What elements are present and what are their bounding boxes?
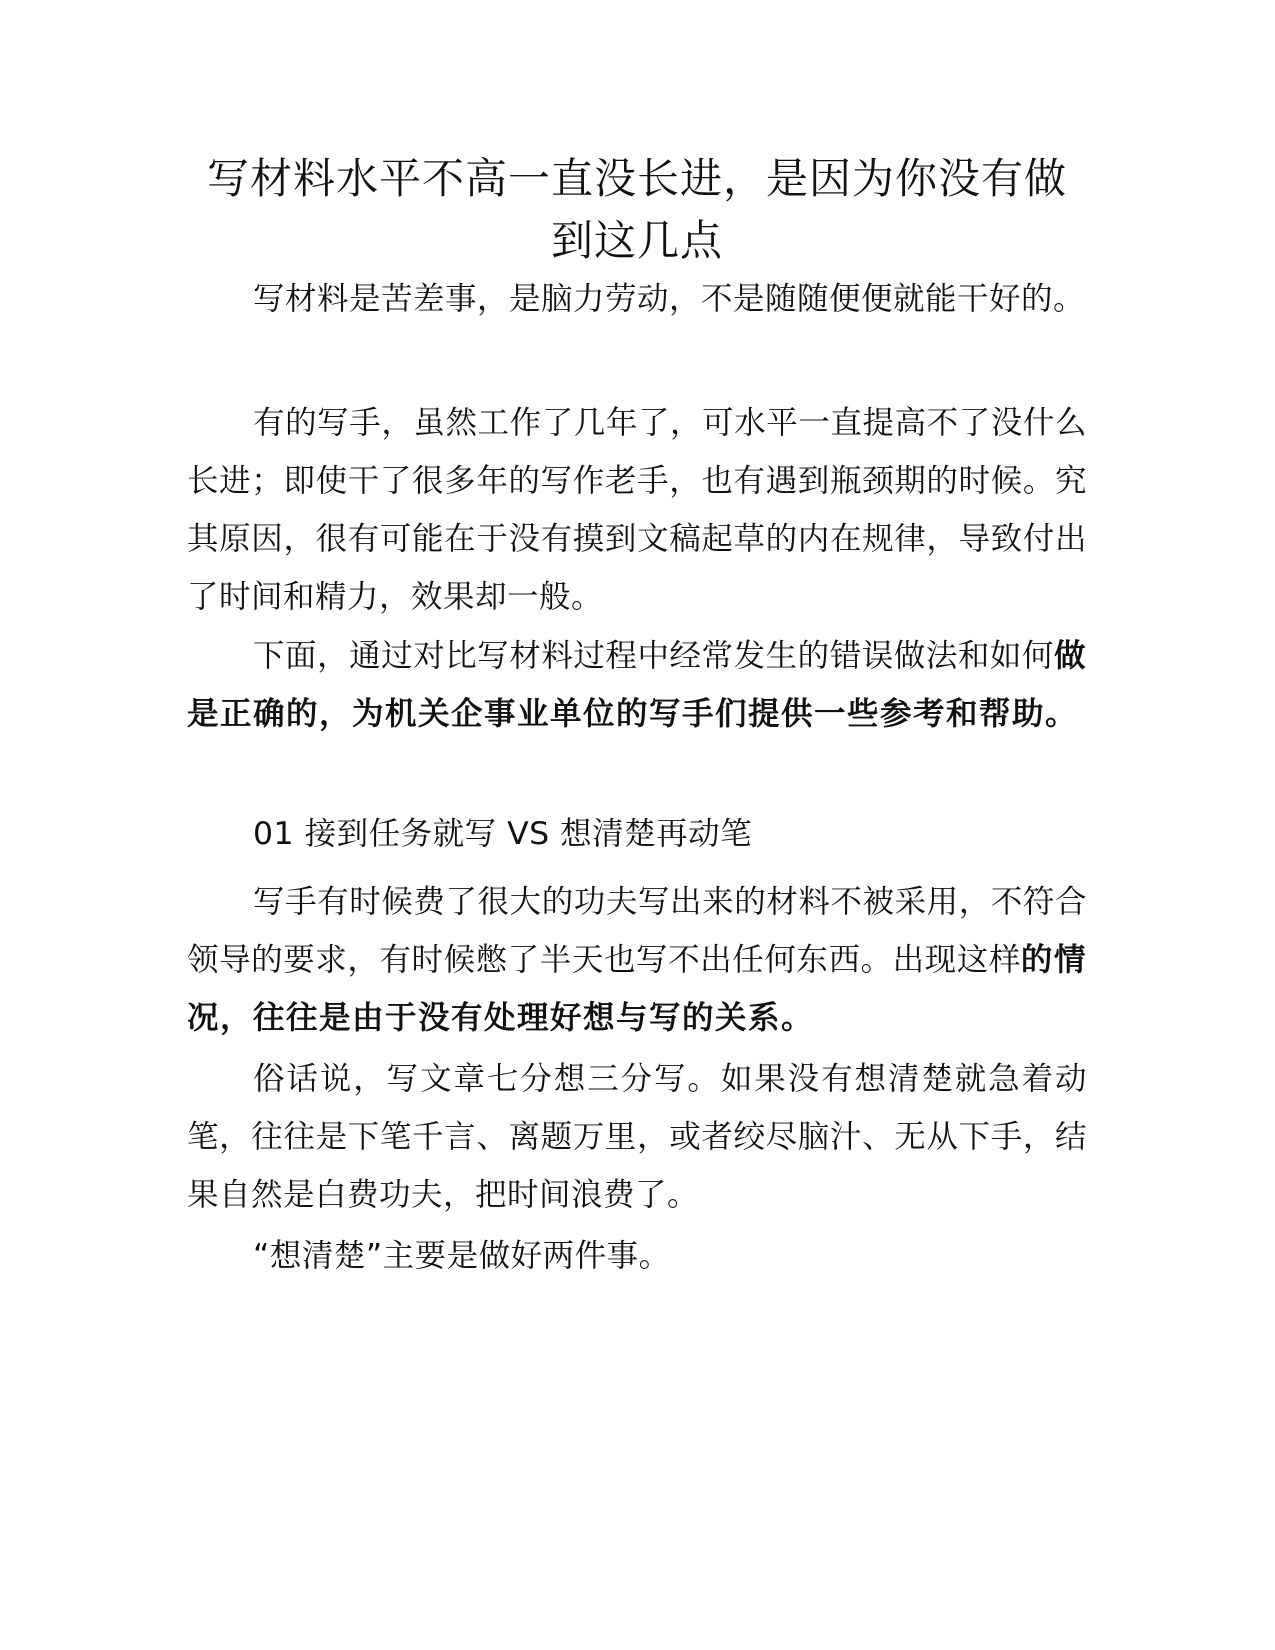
paragraph-5: [187, 873, 1087, 1047]
document-title: 写材料水平不高一直没长进，是因为你没有做到这几点: [206, 154, 1067, 265]
paragraph-7: “想清楚”主要是做好两件事。: [253, 1238, 671, 1274]
paragraph-1: 写材料是苦差事，是脑力劳动，不是随随便便就能干好的。: [253, 281, 1086, 317]
paragraph-3-text: 下面，通过对比写材料过程中经常发生的错误做法和如何: [253, 638, 1054, 674]
paragraph-6: 俗话说，写文章七分想三分写。如果没有想清楚就急着动笔，往往是下笔千言、离题万里，或者绞尽脑汁、无从下手，结果自然是白费功夫，把时间浪费了。: [187, 1061, 1087, 1213]
paragraph-5-text: 写手有时候费了很大的功夫写出来的材料不被采用，不符合领导的要求，有时候憋了半天也写不出任何东西。出现这样: [187, 884, 1087, 978]
document-page: [187, 0, 1087, 1650]
paragraph-3: [187, 627, 1087, 743]
section-heading-01: 01 接到任务就写 VS 想清楚再动笔: [253, 816, 753, 852]
paragraph-5-bold-text: 的情况，往往是由于没有处理好想与写的关系。: [187, 942, 1087, 1036]
paragraph-3-bold-text: 做是正确的，为机关企事业单位的写手们提供一些参考和帮助。: [187, 638, 1087, 732]
paragraph-2: 有的写手，虽然工作了几年了，可水平一直提高不了没什么长进；即使干了很多年的写作老手，也有遇到瓶颈期的时候。究其原因，很有可能在于没有摸到文稿起草的内在规律，导致付出了时间和精力，效果却一般。: [187, 405, 1087, 615]
